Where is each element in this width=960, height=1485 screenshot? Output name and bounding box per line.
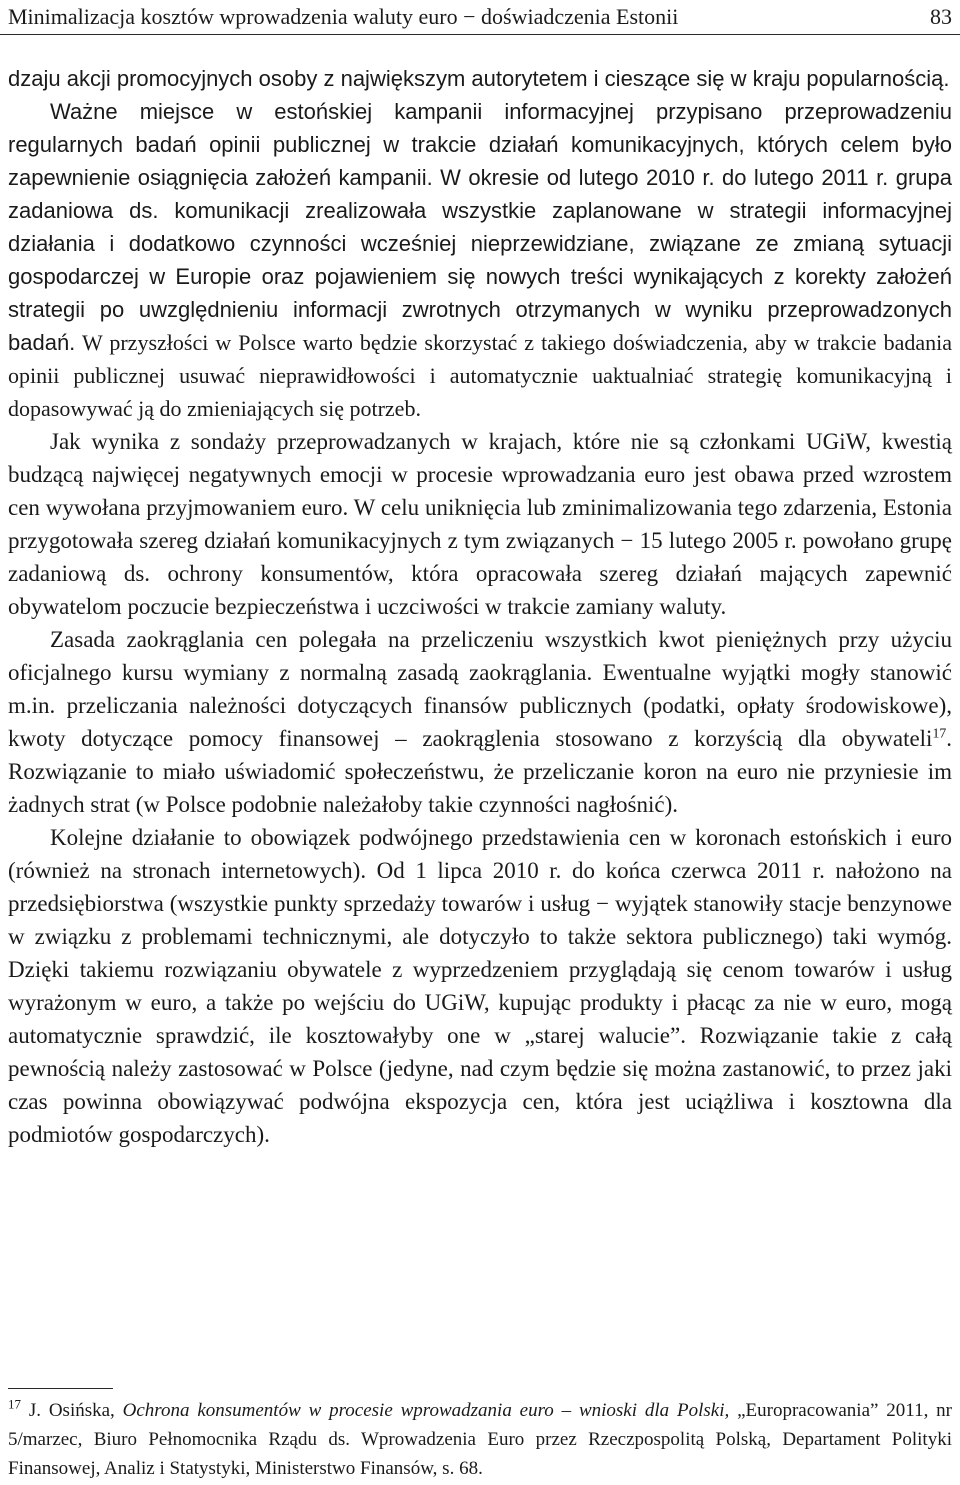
footnote-number: 17 xyxy=(8,1396,21,1412)
page-number: 83 xyxy=(930,4,952,29)
footnote-rule xyxy=(8,1388,113,1389)
footnote-source: „Europracowania” 2011, nr 5/marzec, Biuro Pełnomocnika Rządu ds. Wprowadzenia Euro przez Rzeczpospolitą Polską, Departament Polityki Finansowej, Analiz i Statystyki, Ministerstwo Finansów, s. 68. xyxy=(8,1400,952,1479)
paragraph-opinion-polls-part-1: Ważne miejsce w estońskiej kampanii informacyjnej przypisano przeprowadzeniu regularnych badań opinii publicznej w trakcie działań komunikacyjnych, których celem było zapewnienie osiągnięcia założeń kampanii. W okresie od lutego 2010 r. do lutego 2011 r. grupa zadaniowa ds. xyxy=(8,99,952,223)
paragraph-rounding-rule-part-2: . Rozwiązanie to miało uświadomić społeczeństwu, że przeliczanie koron na euro nie przyniesie im żadnych strat (w Polsce podobnie należałoby takie czynności nagłośnić). xyxy=(8,726,952,817)
footnote xyxy=(8,1396,952,1483)
footnote-reference[interactable]: 17 xyxy=(932,725,947,741)
paragraph-rounding-rule-part-1: Zasada zaokrąglania cen polegała na przeliczeniu wszystkich kwot pieniężnych przy użyciu oficjalnego kursu wymiany z normalną zasadą zaokrąglania. Ewentualne wyjątki mogły stanowić m.in. przeliczania należności dotyczących finansów publicznych (podatki, opłaty środowiskowe), kwoty dotyczące pomocy finansowej – zaokrąglenia stosowano z korzyścią dla obywateli xyxy=(8,627,952,751)
paragraph-continued: dzaju akcji promocyjnych osoby z największym autorytetem i cieszące się w kraju popularnością. xyxy=(8,66,950,91)
paragraph-opinion-polls-part-3: W przyszłości w Polsce warto będzie skorzystać z takiego doświadczenia, aby w trakcie badania opinii publicznej usuwać nieprawidłowości i automatycznie uaktualniać strategię komunikacyjną i dopasowywać ją do zmieniających się potrzeb. xyxy=(8,330,952,421)
running-header xyxy=(8,2,952,32)
paragraph-opinion-polls xyxy=(8,95,952,425)
footnote-author: J. Osińska, xyxy=(21,1400,123,1421)
paragraph-dual-pricing: Kolejne działanie to obowiązek podwójnego przedstawienia cen w koronach estońskich i euro (również na stronach internetowych). Od 1 lipca 2010 r. do końca czerwca 2011 r. nałożono na przedsiębiorstwa (wszystkie punkty sprzedaży towarów i usług − wyjątek stanowiły stacje benzynowe w związku z problemami technicznymi, ale dotyczyło to także sektora publicznego) taki wymóg. Dzięki takiemu rozwiązaniu obywatele z wyprzedzeniem przyglądają się cenom towarów i usług wyrażonym w euro, a także po wejściu do UGiW, kupując produkty i płacąc za nie w euro, mogą automatycznie sprawdzić, ile kosztowałyby one w „starej walucie”. Rozwiązanie takie z całą pewnością należy zastosować w Polsce (jedyne, nad czym będzie się można zastanowić, to przez jaki czas powinna obowiązywać podwójna ekspozycja cen, która jest uciążliwa i kosztowna dla podmiotów gospodarczych). xyxy=(8,825,952,1147)
paragraph-opinion-polls-part-2: komunikacji zrealizowała wszystkie zaplanowane w strategii informacyjnej działania i dodatkowo czynności wcześniej nieprzewidziane, związane ze zmianą sytuacji gospodarczej w Europie oraz pojawieniem się nowych treści wynikających z korekty założeń strategii po uwzględnieniu informacji zwrotnych otrzymanych w wyniku przeprowadzonych badań. xyxy=(8,198,952,355)
footnote-title: Ochrona konsumentów w procesie wprowadzania euro – wnioski dla Polski, xyxy=(122,1400,730,1421)
running-title: Minimalizacja kosztów wprowadzenia waluty euro − doświadczenia Estonii xyxy=(8,4,679,29)
paragraph-rounding-rule xyxy=(8,623,952,821)
paragraph-price-concerns: Jak wynika z sondaży przeprowadzanych w krajach, które nie są członkami UGiW, kwestią budzącą najwięcej negatywnych emocji w procesie wprowadzania euro jest obawa przed wzrostem cen wywołana przyjmowaniem euro. W celu uniknięcia lub zminimalizowania tego zdarzenia, Estonia przygotowała szereg działań komunikacyjnych z tym związanych − 15 lutego 2005 r. powołano grupę zadaniową ds. ochrony konsumentów, która opracowała szereg działań mających zapewnić obywatelom poczucie bezpieczeństwa i uczciwości w trakcie zamiany waluty. xyxy=(8,429,952,619)
header-rule xyxy=(0,34,960,35)
body-text xyxy=(8,62,952,1151)
